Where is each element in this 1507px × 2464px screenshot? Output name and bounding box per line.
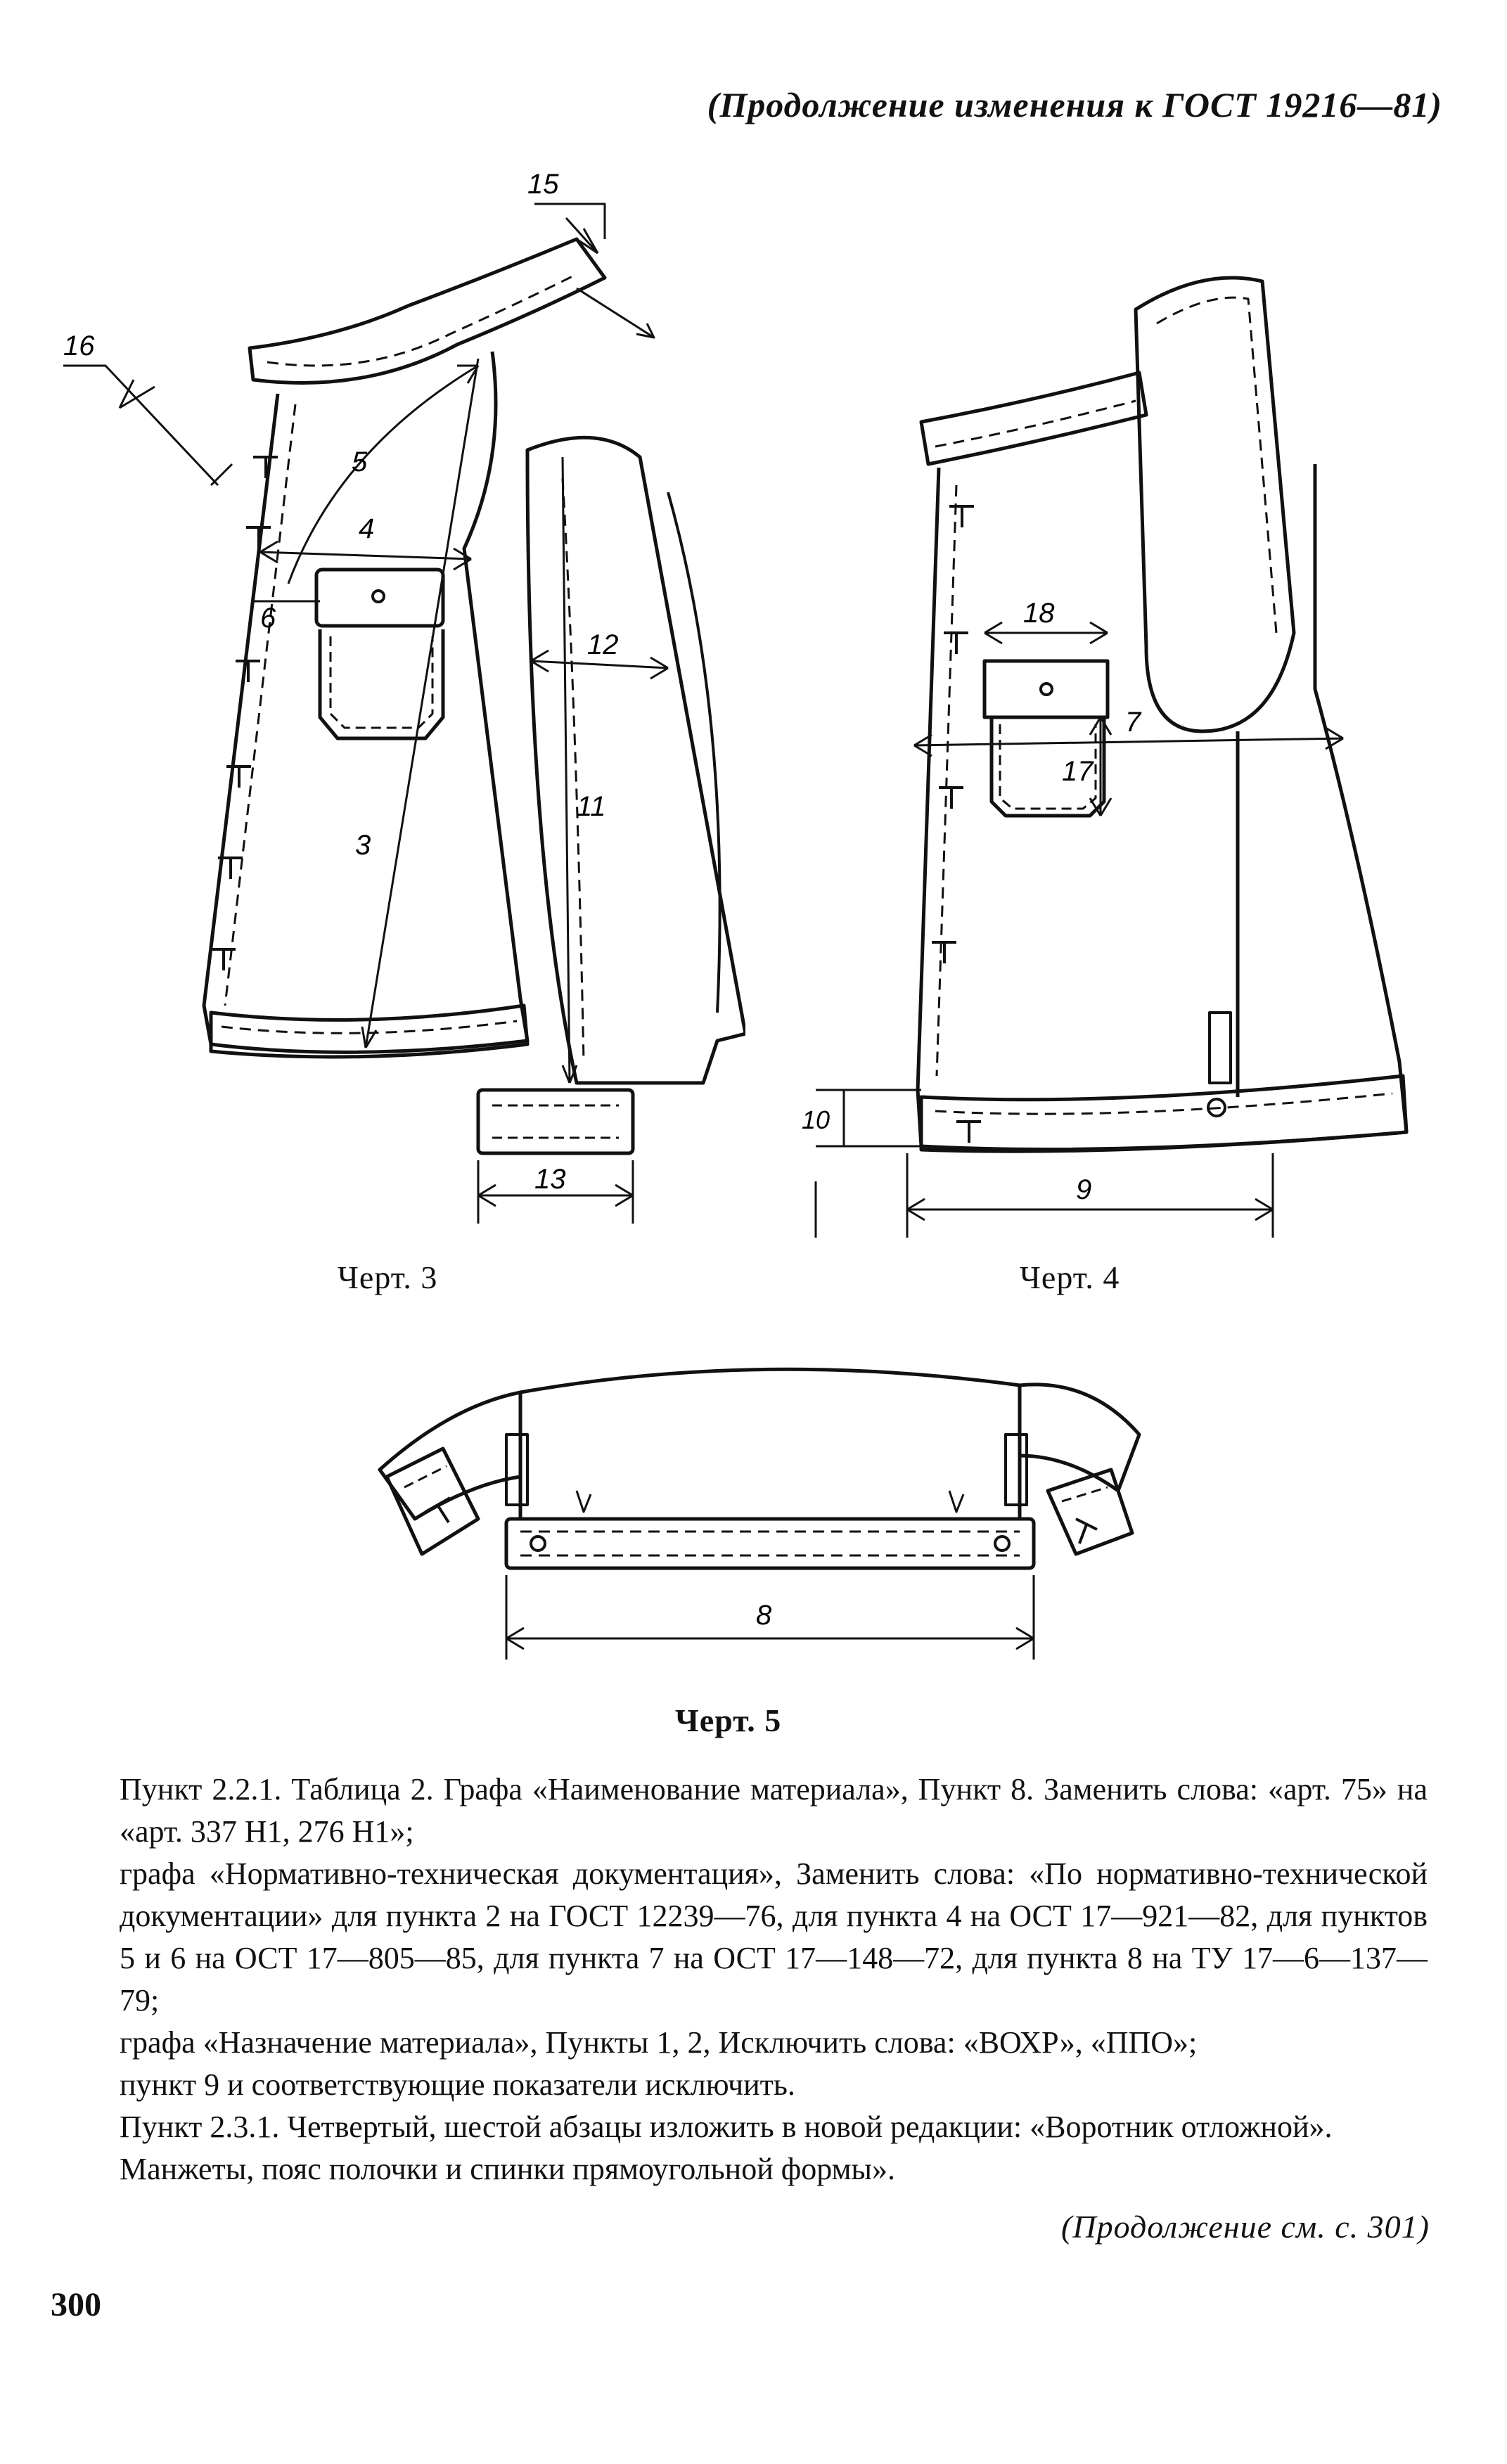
dim-label-16: 16 (63, 331, 95, 361)
dim-label-3: 3 (355, 830, 371, 861)
figure-3-jacket-front (42, 155, 745, 1224)
dim-label-4: 4 (359, 513, 375, 544)
dim-label-11: 11 (577, 791, 606, 822)
dim-label-9: 9 (1076, 1174, 1092, 1205)
dim-label-8: 8 (756, 1600, 772, 1631)
caption-figure-5: Черт. 5 (675, 1702, 782, 1738)
figure-5-jacket-back (366, 1350, 1153, 1681)
page-number: 300 (51, 2286, 101, 2323)
paragraph-5: Пункт 2.3.1. Четвертый, шестой абзацы изложить в новой редакции: «Воротник отложной». (120, 2110, 1333, 2144)
dim-label-12: 12 (587, 629, 619, 660)
amendment-text (120, 1769, 1428, 2190)
figure-5-drawing (366, 1350, 1153, 1681)
dim-label-5: 5 (352, 447, 368, 477)
dim-label-6: 6 (260, 603, 276, 634)
figure-3-drawing (42, 155, 745, 1224)
dim-label-18: 18 (1023, 598, 1055, 629)
dim-label-15: 15 (527, 169, 559, 200)
paragraph-4: пункт 9 и соответствующие показатели исключить. (120, 2067, 795, 2102)
figure-4-drawing (781, 267, 1484, 1238)
dim-label-10: 10 (802, 1105, 831, 1134)
caption-figure-4: Черт. 4 (1020, 1259, 1120, 1295)
paragraph-1: Пункт 2.2.1. Таблица 2. Графа «Наименование материала», Пункт 8. Заменить слова: «арт. 75» на «арт. 337 Н1, 276 Н1»; (120, 1772, 1428, 1849)
dim-label-17: 17 (1062, 756, 1094, 787)
continuation-note: (Продолжение см. с. 301) (1061, 2209, 1430, 2245)
paragraph-6: Манжеты, пояс полочки и спинки прямоугольной формы». (120, 2152, 895, 2186)
dim-label-7: 7 (1125, 707, 1141, 738)
dim-label-13: 13 (534, 1164, 566, 1195)
figure-4-jacket-side (781, 267, 1484, 1238)
paragraph-2: графа «Нормативно-техническая документация», Заменить слова: «По нормативно-технической документации» для пункта 2 на ГОСТ 12239—76, для пункта 4 на ОСТ 17—921—82, для пунктов 5 и 6 на ОСТ 17—805—85, для пункта 7 на ОСТ 17—148—72, для пункта 8 на ТУ 17—6—137—79; (120, 1856, 1428, 2017)
caption-figure-3: Черт. 3 (338, 1259, 438, 1295)
running-header: (Продолжение изменения к ГОСТ 19216—81) (707, 85, 1442, 124)
paragraph-3: графа «Назначение материала», Пункты 1, 2, Исключить слова: «ВОХР», «ППО»; (120, 2025, 1198, 2060)
